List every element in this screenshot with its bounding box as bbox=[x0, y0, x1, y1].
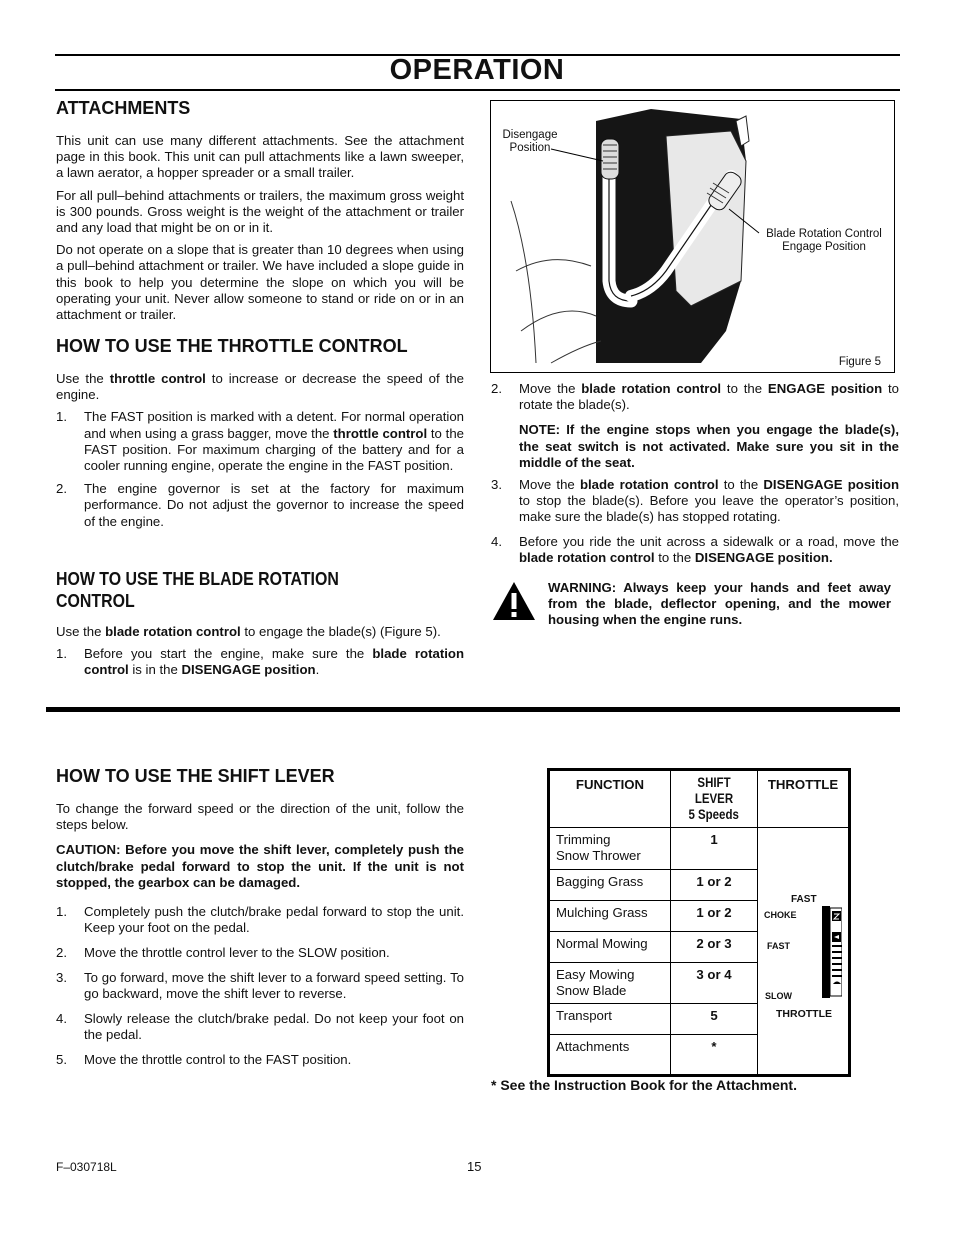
title-underline bbox=[55, 89, 900, 91]
shift-step: 2. Move the throttle control lever to the SLOW position. bbox=[56, 945, 390, 961]
attachments-para-2: For all pull–behind attachments or trailers, the maximum gross weight is 300 pounds. Gross weight is the weight of the attachment or trailer and any load that might be on or in it. bbox=[56, 187, 464, 236]
throttle-item-1: 1. The FAST position is marked with a detent. For normal operation and when using a grass bagger, move the throttle control to the FAST position. For maximum charging of the battery and for a cooler running engine, operate the engine in the FAST position. bbox=[56, 409, 464, 474]
header-throttle: THROTTLE bbox=[758, 770, 850, 828]
engage-position-label: Blade Rotation Control Engage Position bbox=[766, 228, 882, 253]
throttle-fast-label: FAST bbox=[767, 941, 791, 951]
attachments-heading: ATTACHMENTS bbox=[56, 98, 191, 118]
table-row-shift: 1 or 2 bbox=[671, 901, 758, 932]
table-row-shift: 3 or 4 bbox=[671, 963, 758, 1004]
page-title: OPERATION bbox=[389, 54, 565, 86]
attachments-para-1: This unit can use many different attachments. See the attachment page in this book. This unit can pull attachments like a lawn sweeper, a lawn aerator, a hopper spreader or a small trailer. bbox=[56, 133, 464, 181]
blade-heading: HOW TO USE THE BLADE ROTATION CONTROL bbox=[56, 568, 339, 611]
table-row-shift: 1 bbox=[671, 828, 758, 870]
shift-step: 5. Move the throttle control to the FAST position. bbox=[56, 1052, 352, 1068]
throttle-caption: THROTTLE bbox=[776, 1008, 832, 1020]
warning-icon bbox=[491, 580, 537, 622]
throttle-section bbox=[56, 336, 464, 530]
attachments-section bbox=[56, 98, 464, 323]
function-table bbox=[547, 768, 851, 1077]
blade-intro: Use the blade rotation control to engage the blade(s) (Figure 5). bbox=[56, 624, 441, 639]
shift-caution: CAUTION: Before you move the shift lever, completely push the clutch/brake pedal forward to stop the unit. If the unit is not stopped, the gearbox can be damaged. bbox=[56, 842, 464, 890]
throttle-heading: HOW TO USE THE THROTTLE CONTROL bbox=[56, 336, 408, 356]
shift-section bbox=[56, 766, 464, 1069]
table-row-shift: 2 or 3 bbox=[671, 932, 758, 963]
blade-item-1: 1. Before you start the engine, make sure the blade rotation control is in the DISENGAGE position. bbox=[56, 646, 464, 678]
table-row-function: Mulching Grass bbox=[549, 901, 671, 932]
header-shift-lever: SHIFT LEVER 5 Speeds bbox=[671, 770, 758, 828]
page-number: 15 bbox=[467, 1159, 482, 1174]
table-row-function: Bagging Grass bbox=[549, 870, 671, 901]
table-row-function: Easy Mowing Snow Blade bbox=[549, 963, 671, 1004]
footer-code: F–030718L bbox=[56, 1160, 117, 1174]
section-divider bbox=[46, 707, 900, 712]
header-function: FUNCTION bbox=[549, 770, 671, 828]
shift-heading: HOW TO USE THE SHIFT LEVER bbox=[56, 766, 335, 786]
throttle-fast-top-label: FAST bbox=[791, 894, 817, 905]
table-row-shift: 1 or 2 bbox=[671, 870, 758, 901]
disengage-position-label: Disengage Position bbox=[502, 129, 558, 154]
shift-step: 3. To go forward, move the shift lever to a forward speed setting. To go backward, move the shift lever to reverse. bbox=[56, 969, 464, 1001]
blade-section-continued bbox=[491, 381, 899, 566]
attachments-para-3: Do not operate on a slope that is greater than 10 degrees when using a pull–behind attachment or trailer. We have included a slope guide in this book to help you determine the slope on which you will be operating your unit. Never allow someone to stand or ride on or in an attachment or trailer. bbox=[56, 242, 464, 323]
table-row-function: Transport bbox=[549, 1004, 671, 1035]
blade-item-4: 4. Before you ride the unit across a sidewalk or a road, move the blade rotation control to the DISENGAGE position. bbox=[491, 533, 899, 565]
warning-text: WARNING: Always keep your hands and feet away from the blade, deflector opening, and the mower housing when the engine runs. bbox=[548, 580, 891, 628]
throttle-choke-label: CHOKE bbox=[764, 910, 797, 920]
blade-section bbox=[56, 568, 464, 679]
blade-note: NOTE: If the engine stops when you engage the blade(s), the seat switch is not activated. Make sure you sit in the middle of the seat. bbox=[519, 422, 899, 470]
throttle-lever-icon bbox=[814, 906, 842, 998]
throttle-graphic-cell bbox=[758, 828, 850, 1076]
shift-step: 1. Completely push the clutch/brake pedal forward to stop the unit. Keep your foot on the pedal. bbox=[56, 904, 464, 936]
throttle-item-2: 2. The engine governor is set at the factory for maximum performance. Do not adjust the governor to increase the speed of the engine. bbox=[56, 481, 464, 529]
table-row-function: Attachments bbox=[549, 1035, 671, 1076]
throttle-intro: Use the throttle control to increase or decrease the speed of the engine. bbox=[56, 371, 464, 403]
shift-intro: To change the forward speed or the direction of the unit, follow the steps below. bbox=[56, 801, 464, 833]
figure-caption: Figure 5 bbox=[838, 356, 881, 368]
blade-item-2: 2. Move the blade rotation control to the ENGAGE position to rotate the blade(s). bbox=[491, 381, 899, 413]
table-row-shift: * bbox=[671, 1035, 758, 1076]
table-row-shift: 5 bbox=[671, 1004, 758, 1035]
throttle-slow-label: SLOW bbox=[765, 991, 792, 1001]
table-footnote: * See the Instruction Book for the Attachment. bbox=[491, 1077, 797, 1093]
table-row-function: Normal Mowing bbox=[549, 932, 671, 963]
shift-step: 4. Slowly release the clutch/brake pedal. Do not keep your foot on the pedal. bbox=[56, 1011, 464, 1043]
blade-item-3: 3. Move the blade rotation control to the DISENGAGE position to stop the blade(s). Before you leave the operator’s position, make sure the blade(s) has stopped rotating. bbox=[491, 477, 899, 525]
figure-5 bbox=[490, 100, 895, 373]
table-row-function: Trimming Snow Thrower bbox=[549, 828, 671, 870]
